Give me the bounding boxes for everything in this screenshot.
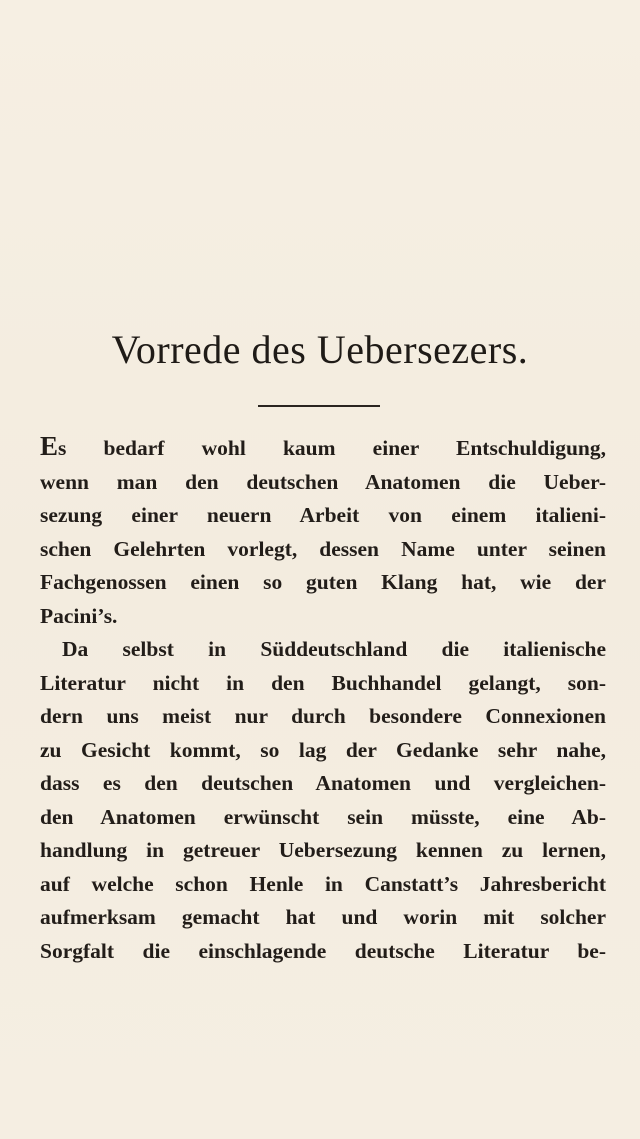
text-line: Da selbst in Süddeutschland die italienische <box>62 637 606 661</box>
body-text <box>40 430 606 968</box>
text-line: schen Gelehrten vorlegt, dessen Name unter seinen <box>40 536 606 561</box>
text-line: dass es den deutschen Anatomen und vergleichen- <box>40 771 606 795</box>
text-line: Pacini’s. <box>40 603 118 628</box>
text-line: handlung in getreuer Uebersezung kennen zu lernen, <box>40 838 606 862</box>
drop-cap: E <box>40 431 59 461</box>
text-line: wenn man den deutschen Anatomen die Ueber- <box>40 469 606 494</box>
text-line: zu Gesicht kommt, so lag der Gedanke sehr nahe, <box>40 737 606 762</box>
text-line: Fachgenossen einen so guten Klang hat, wie der <box>40 570 606 594</box>
text-line: Literatur nicht in den Buchhandel gelangt, son- <box>40 670 606 695</box>
text-line: sezung einer neuern Arbeit von einem italieni- <box>40 503 606 527</box>
text-line <box>40 430 606 466</box>
paragraph-2 <box>40 633 606 968</box>
text-line: den Anatomen erwünscht sein müsste, eine Ab- <box>40 804 606 829</box>
page-title: Vorrede des Uebersezers. <box>111 327 529 372</box>
first-line-text: s bedarf wohl kaum einer Entschuldigung, <box>58 436 606 460</box>
text-line: Sorgfalt die einschlagende deutsche Literatur be- <box>40 938 606 963</box>
text-line: aufmerksam gemacht hat und worin mit solcher <box>40 905 606 929</box>
text-line: dern uns meist nur durch besondere Connexionen <box>40 704 606 728</box>
title-divider <box>258 405 380 407</box>
text-line: auf welche schon Henle in Canstatt’s Jahresbericht <box>40 871 606 896</box>
paragraph-1 <box>40 430 606 633</box>
